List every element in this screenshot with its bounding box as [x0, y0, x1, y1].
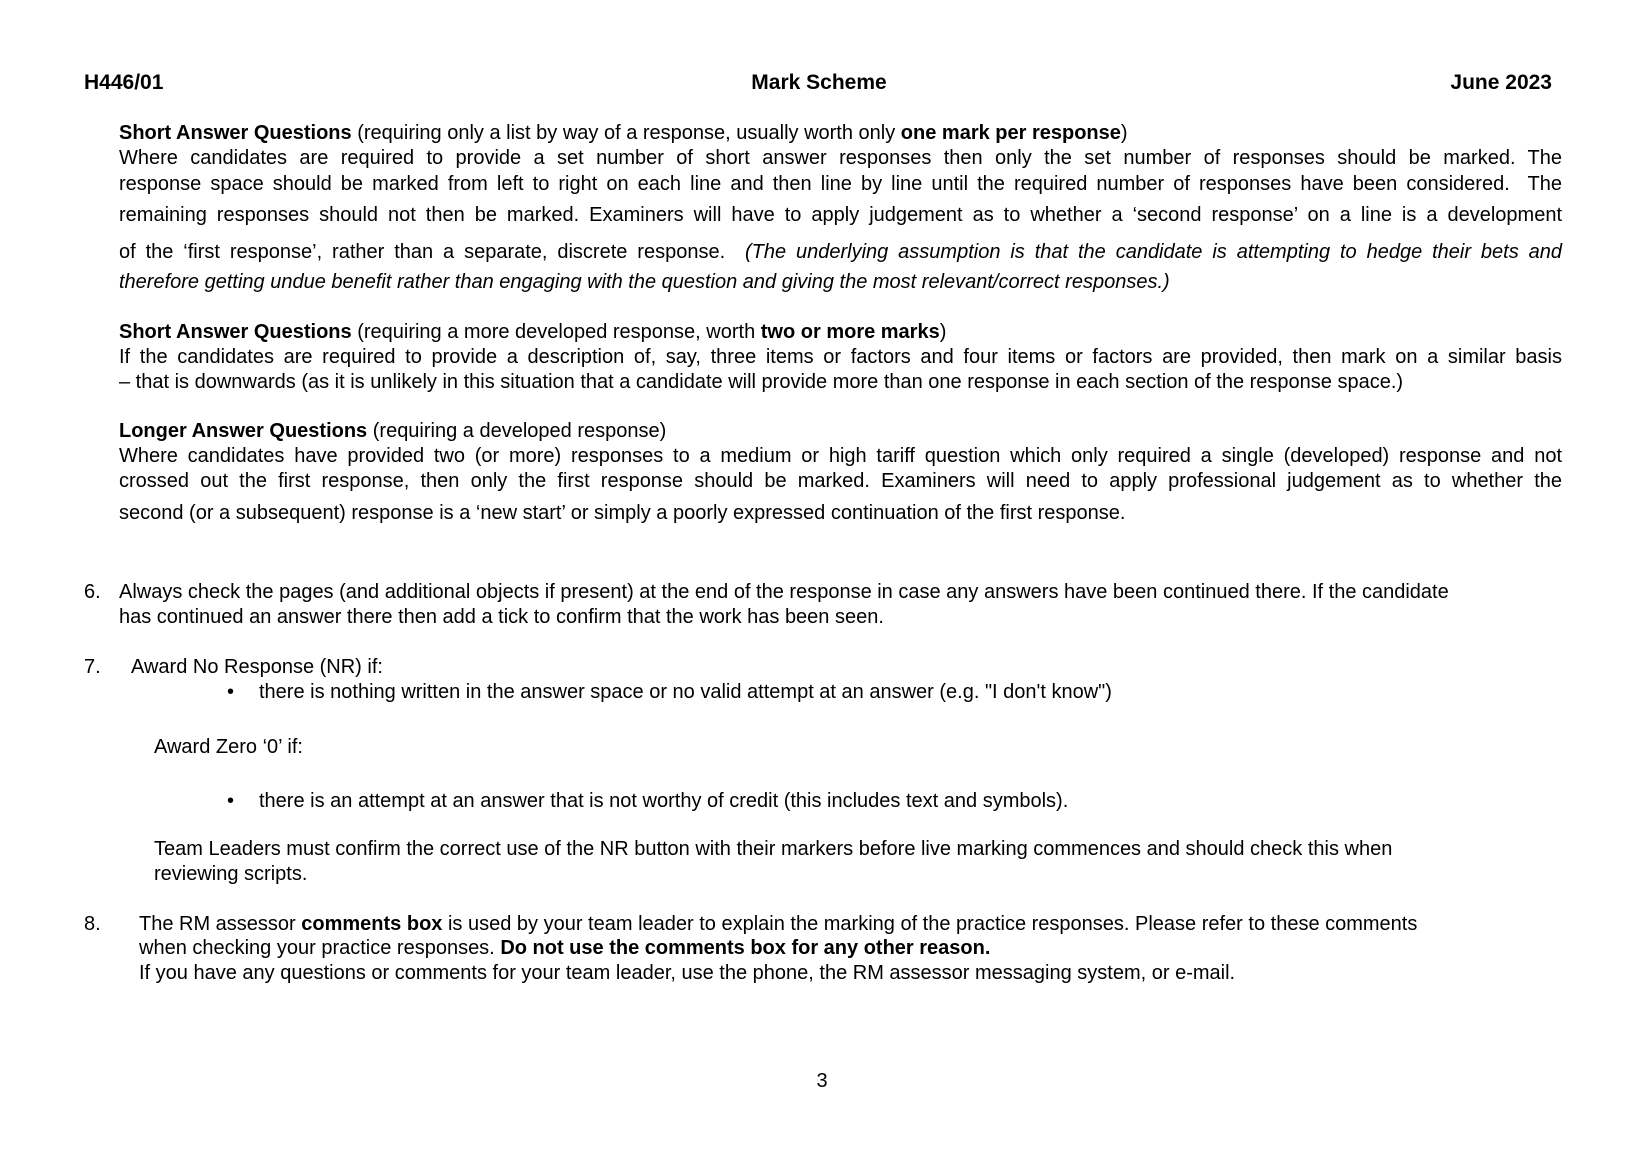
- text-line: [119, 605, 884, 629]
- text-line: [139, 936, 990, 960]
- text-line: [154, 862, 307, 886]
- text: – that is downwards (as it is unlikely in this situation that a candidate will provide more than one response in each section of the response space.): [119, 371, 1404, 393]
- text-line: [119, 146, 1562, 170]
- page-number: 3: [816, 1070, 828, 1092]
- text: 8.: [84, 913, 101, 935]
- text-line: [139, 961, 1235, 985]
- text-line: [119, 203, 1562, 227]
- italic-text: (The underlying assumption is that the candidate is attempting to hedge their bets and: [744, 241, 1562, 263]
- document-date: June 2023: [1450, 71, 1552, 94]
- text: has continued an answer there then add a tick to confirm that the work has been seen.: [119, 606, 884, 628]
- bold-text: Short Answer Questions: [119, 321, 352, 343]
- text: If the candidates are required to provide a description of, say, three items or factors and four items or factors are provided, then mark on a similar basis: [119, 346, 1562, 368]
- text-line: [119, 320, 946, 344]
- text-line: [119, 501, 1125, 525]
- text: ): [1120, 122, 1128, 144]
- text-line: [259, 789, 1068, 813]
- text-line: [119, 370, 1403, 394]
- bullet-icon: [227, 789, 234, 813]
- text: reviewing scripts.: [154, 863, 308, 885]
- bold-text: two or more marks: [760, 321, 940, 343]
- text: If you have any questions or comments for your team leader, use the phone, the RM assessor messaging system, or e-mail.: [139, 962, 1236, 984]
- text-line: [119, 469, 1562, 493]
- bold-text: Longer Answer Questions: [119, 420, 368, 442]
- text: response space should be marked from left to right on each line and then line by line until the required number of responses have been considered. The: [119, 173, 1562, 195]
- italic-text: therefore getting undue benefit rather than engaging with the question and giving the most relevant/correct responses.): [119, 271, 1170, 293]
- text: Award No Response (NR) if:: [131, 656, 383, 678]
- text: there is nothing written in the answer space or no valid attempt at an answer (e.g. "I don't know"): [259, 681, 1112, 703]
- text: The RM assessor: [139, 913, 302, 935]
- text: remaining responses should not then be marked. Examiners will have to apply judgement as to whether a ‘second response’ on a line is a development: [119, 204, 1562, 226]
- text-line: [154, 735, 303, 759]
- bold-text: Do not use the comments box for any other reason.: [500, 937, 991, 959]
- bold-text: comments box: [301, 913, 443, 935]
- text: when checking your practice responses.: [139, 937, 501, 959]
- text: Always check the pages (and additional objects if present) at the end of the response in case any answers have been continued there. If the candidate: [119, 581, 1449, 603]
- text-line: [119, 345, 1562, 369]
- text: there is an attempt at an answer that is not worthy of credit (this includes text and symbols).: [259, 790, 1069, 812]
- text-line: [119, 121, 1128, 145]
- text-line: [119, 172, 1562, 196]
- text: is used by your team leader to explain the marking of the practice responses. Please refer to these comments: [442, 913, 1418, 935]
- bullet-icon: [227, 680, 234, 704]
- text-line: [119, 240, 1562, 264]
- text: crossed out the first response, then only the first response should be marked. Examiners will need to apply professional judgement as to whether the: [119, 470, 1562, 492]
- item-number: [84, 912, 101, 936]
- text-line: [119, 270, 1170, 294]
- text-line: [119, 444, 1562, 468]
- text: Where candidates are required to provide a set number of short answer responses then only the set number of responses should be marked. The: [119, 147, 1562, 169]
- text: 7.: [84, 656, 101, 678]
- text: ): [939, 321, 947, 343]
- text: of the ‘first response’, rather than a separate, discrete response.: [119, 241, 745, 263]
- text: •: [227, 681, 235, 703]
- text-line: [131, 655, 383, 679]
- bold-text: one mark per response: [900, 122, 1121, 144]
- text: •: [227, 790, 235, 812]
- text-line: [119, 419, 666, 443]
- text-line: [154, 837, 1392, 861]
- document-code: H446/01: [84, 71, 164, 94]
- text: Where candidates have provided two (or more) responses to a medium or high tariff question which only required a single (developed) response and not: [119, 445, 1562, 467]
- text: second (or a subsequent) response is a ‘new start’ or simply a poorly expressed continuation of the first response.: [119, 502, 1126, 524]
- text: Team Leaders must confirm the correct use of the NR button with their markers before live marking commences and should check this when: [154, 838, 1393, 860]
- text-line: [119, 580, 1449, 604]
- text-line: [259, 680, 1112, 704]
- text: Award Zero ‘0’ if:: [154, 736, 303, 758]
- text: (requiring a developed response): [367, 420, 667, 442]
- text-line: [139, 912, 1417, 936]
- document-title: Mark Scheme: [751, 71, 887, 94]
- text: (requiring only a list by way of a response, usually worth only: [351, 122, 901, 144]
- text: 6.: [84, 581, 101, 603]
- text: (requiring a more developed response, worth: [351, 321, 761, 343]
- item-number: [84, 580, 101, 604]
- item-number: [84, 655, 101, 679]
- bold-text: Short Answer Questions: [119, 122, 352, 144]
